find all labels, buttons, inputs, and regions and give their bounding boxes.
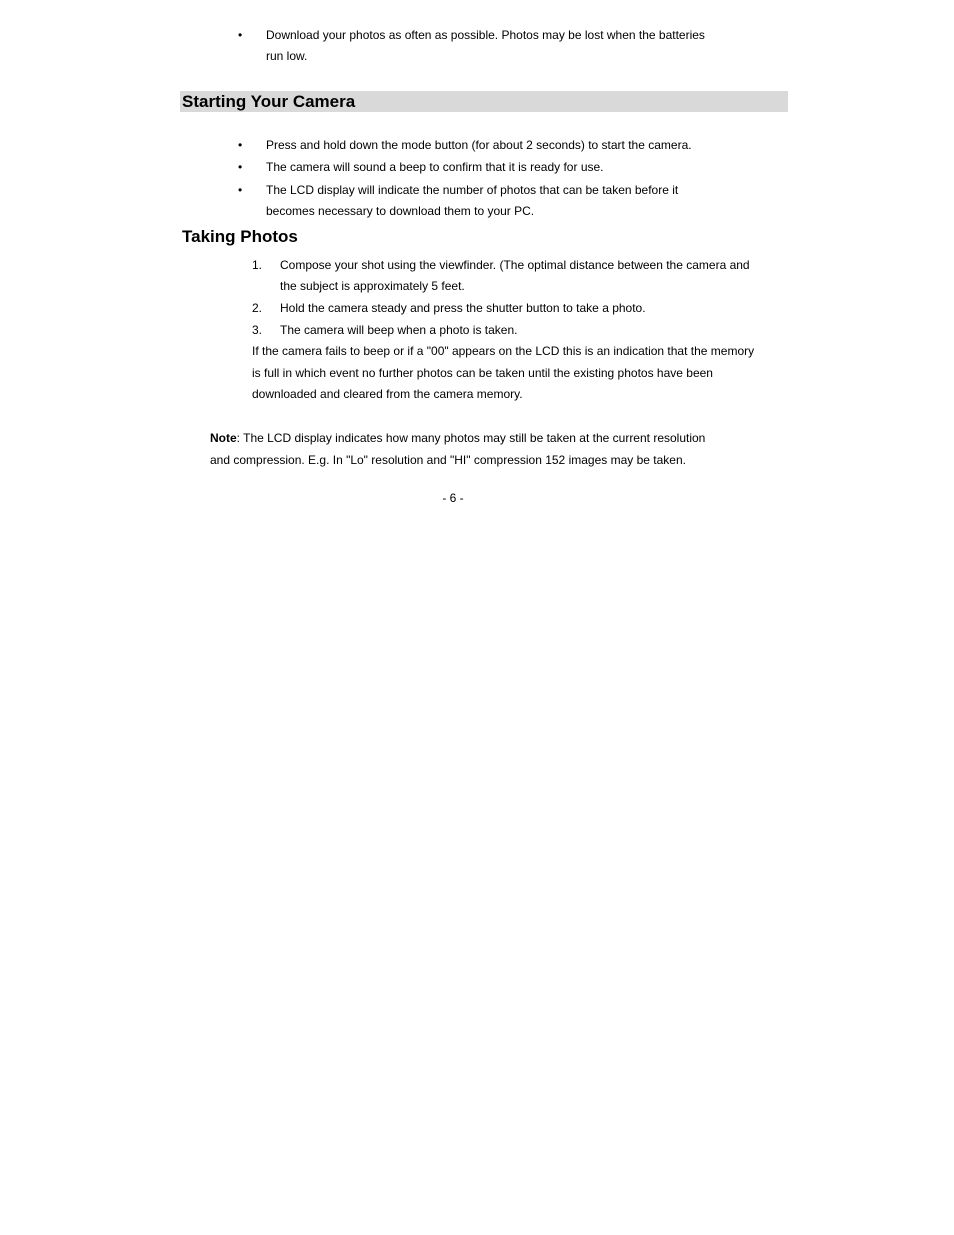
paragraph-line: is full in which event no further photos can be taken until the existing photos have been <box>252 365 713 380</box>
step-text-line: Compose your shot using the viewfinder. (The optimal distance between the camera and <box>280 258 750 272</box>
memory-full-paragraph <box>252 341 782 406</box>
bullet-text <box>266 135 766 156</box>
step-number: 3. <box>252 323 263 337</box>
step-text-line: Hold the camera steady and press the shutter button to take a photo. <box>280 301 646 315</box>
bullet-text-line: Download your photos as often as possible. Photos may be lost when the batteries <box>266 28 705 42</box>
step-text <box>280 320 780 341</box>
bullet-text-line: run low. <box>266 49 308 63</box>
step-text <box>280 298 780 319</box>
paragraph-line: If the camera fails to beep or if a "00" appears on the LCD this is an indication that the memory <box>252 344 755 358</box>
bullet-marker: • <box>238 183 243 197</box>
bullet-text <box>266 157 766 178</box>
section-heading-taking: Taking Photos <box>182 227 298 246</box>
note-text: : The LCD display indicates how many photos may still be taken at the current resolution <box>236 431 706 445</box>
bullet-marker: • <box>238 160 243 174</box>
bullet-text <box>266 25 766 67</box>
step-number: 2. <box>252 301 263 315</box>
page-number: - 6 - <box>442 491 464 505</box>
note-line: and compression. E.g. In "Lo" resolution and "HI" compression 152 images may be taken. <box>210 453 686 467</box>
bullet-marker: • <box>238 28 243 42</box>
bullet-text <box>266 180 766 222</box>
bullet-text-line: Press and hold down the mode button (for about 2 seconds) to start the camera. <box>266 138 692 152</box>
note-label: Note <box>210 431 237 445</box>
note-line <box>210 427 740 449</box>
note-block <box>210 427 740 471</box>
section-heading-starting-text: Starting Your Camera <box>182 92 356 111</box>
paragraph-line: downloaded and cleared from the camera memory. <box>252 387 523 401</box>
step-number: 1. <box>252 258 263 272</box>
section-heading-starting <box>180 91 788 112</box>
bullet-text-line: The LCD display will indicate the number of photos that can be taken before it <box>266 183 679 197</box>
bullet-text-line: becomes necessary to download them to your PC. <box>266 204 535 218</box>
step-text <box>280 255 780 297</box>
step-text-line: The camera will beep when a photo is taken. <box>280 323 518 337</box>
step-text-line: the subject is approximately 5 feet. <box>280 279 465 293</box>
bullet-marker: • <box>238 138 243 152</box>
bullet-text-line: The camera will sound a beep to confirm that it is ready for use. <box>266 160 604 174</box>
